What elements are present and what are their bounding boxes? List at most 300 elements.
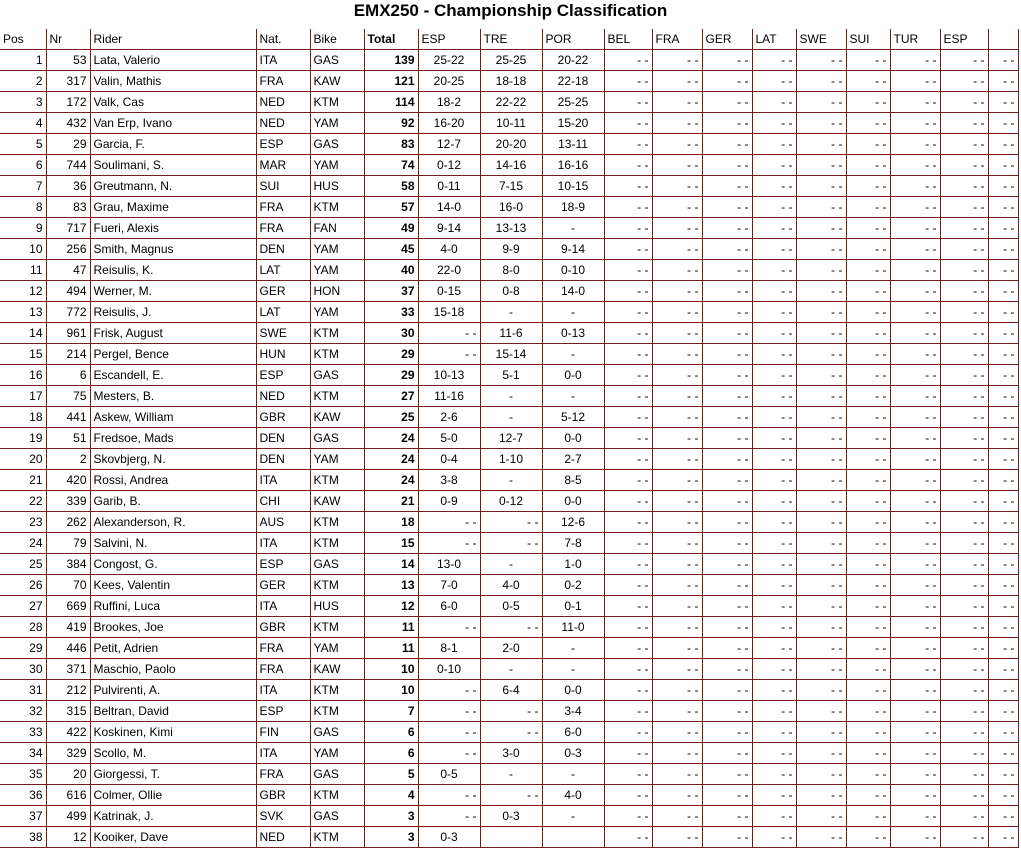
result-cell: 14-0 bbox=[542, 281, 604, 302]
nr-cell: 371 bbox=[46, 659, 90, 680]
result-cell: - - bbox=[796, 554, 846, 575]
nr-cell: 422 bbox=[46, 722, 90, 743]
result-cell: - - bbox=[604, 71, 652, 92]
result-cell: - - bbox=[988, 134, 1018, 155]
pos-cell: 15 bbox=[0, 344, 46, 365]
rider-cell: Smith, Magnus bbox=[90, 239, 256, 260]
result-cell: - - bbox=[846, 239, 890, 260]
result-cell: - - bbox=[890, 344, 940, 365]
pos-cell: 25 bbox=[0, 554, 46, 575]
result-cell: - - bbox=[604, 743, 652, 764]
result-cell: 15-18 bbox=[418, 302, 480, 323]
nat-cell: GER bbox=[256, 281, 310, 302]
result-cell: 16-0 bbox=[480, 197, 542, 218]
result-cell: - - bbox=[702, 491, 752, 512]
result-cell: 1-10 bbox=[480, 449, 542, 470]
result-cell: - bbox=[542, 659, 604, 680]
result-cell: - - bbox=[890, 491, 940, 512]
result-cell: - - bbox=[796, 176, 846, 197]
result-cell: - - bbox=[940, 764, 988, 785]
result-cell: 15-20 bbox=[542, 113, 604, 134]
bike-cell: YAM bbox=[310, 155, 364, 176]
result-cell: - - bbox=[796, 638, 846, 659]
bike-cell: GAS bbox=[310, 554, 364, 575]
pos-cell: 9 bbox=[0, 218, 46, 239]
nr-cell: 83 bbox=[46, 197, 90, 218]
result-cell: - - bbox=[702, 218, 752, 239]
result-cell: - - bbox=[604, 554, 652, 575]
result-cell: - - bbox=[940, 407, 988, 428]
result-cell: 3-8 bbox=[418, 470, 480, 491]
result-cell: - - bbox=[846, 50, 890, 71]
result-cell: - - bbox=[796, 428, 846, 449]
result-cell: - - bbox=[988, 806, 1018, 827]
result-cell: - - bbox=[418, 323, 480, 344]
column-header: BEL bbox=[604, 29, 652, 50]
result-cell: - - bbox=[846, 365, 890, 386]
nat-cell: FRA bbox=[256, 197, 310, 218]
result-cell: - - bbox=[752, 428, 796, 449]
rider-cell: Fredsoe, Mads bbox=[90, 428, 256, 449]
result-cell: - - bbox=[890, 512, 940, 533]
total-cell: 10 bbox=[364, 680, 418, 701]
rider-cell: Koskinen, Kimi bbox=[90, 722, 256, 743]
result-cell: - - bbox=[890, 218, 940, 239]
result-cell: - - bbox=[652, 344, 702, 365]
result-cell: - - bbox=[752, 533, 796, 554]
result-cell: - - bbox=[702, 92, 752, 113]
nat-cell: ITA bbox=[256, 680, 310, 701]
rider-cell: Skovbjerg, N. bbox=[90, 449, 256, 470]
result-cell: - - bbox=[988, 785, 1018, 806]
result-cell: - - bbox=[418, 722, 480, 743]
bike-cell: FAN bbox=[310, 218, 364, 239]
result-cell: 9-14 bbox=[418, 218, 480, 239]
rider-cell: Escandell, E. bbox=[90, 365, 256, 386]
rider-cell: Soulimani, S. bbox=[90, 155, 256, 176]
pos-cell: 21 bbox=[0, 470, 46, 491]
pos-cell: 28 bbox=[0, 617, 46, 638]
result-cell: - - bbox=[940, 239, 988, 260]
bike-cell: GAS bbox=[310, 806, 364, 827]
result-cell: - - bbox=[846, 827, 890, 848]
total-cell: 33 bbox=[364, 302, 418, 323]
result-cell: - - bbox=[604, 680, 652, 701]
result-cell: - - bbox=[702, 197, 752, 218]
result-cell: 12-6 bbox=[542, 512, 604, 533]
result-cell: - - bbox=[988, 113, 1018, 134]
result-cell: - - bbox=[940, 134, 988, 155]
pos-cell: 36 bbox=[0, 785, 46, 806]
result-cell: - - bbox=[604, 806, 652, 827]
result-cell: - - bbox=[652, 575, 702, 596]
result-cell: - bbox=[542, 764, 604, 785]
pos-cell: 31 bbox=[0, 680, 46, 701]
result-cell: - - bbox=[702, 155, 752, 176]
result-cell: - - bbox=[604, 134, 652, 155]
pos-cell: 12 bbox=[0, 281, 46, 302]
result-cell: - - bbox=[652, 512, 702, 533]
result-cell: - - bbox=[846, 722, 890, 743]
result-cell: 18-2 bbox=[418, 92, 480, 113]
result-cell: - - bbox=[604, 449, 652, 470]
result-cell: - - bbox=[796, 92, 846, 113]
nat-cell: NED bbox=[256, 386, 310, 407]
table-row bbox=[0, 50, 1018, 71]
pos-cell: 8 bbox=[0, 197, 46, 218]
result-cell: 3-0 bbox=[480, 743, 542, 764]
result-cell: - - bbox=[940, 596, 988, 617]
result-cell: - - bbox=[418, 680, 480, 701]
table-row bbox=[0, 449, 1018, 470]
result-cell: - - bbox=[796, 50, 846, 71]
result-cell: 0-11 bbox=[418, 176, 480, 197]
rider-cell: Beltran, David bbox=[90, 701, 256, 722]
total-cell: 6 bbox=[364, 743, 418, 764]
result-cell: - - bbox=[796, 722, 846, 743]
total-cell: 29 bbox=[364, 344, 418, 365]
result-cell: - - bbox=[652, 239, 702, 260]
result-cell: - - bbox=[752, 365, 796, 386]
result-cell: - - bbox=[890, 617, 940, 638]
table-row bbox=[0, 680, 1018, 701]
result-cell: - - bbox=[846, 344, 890, 365]
result-cell: - - bbox=[846, 281, 890, 302]
result-cell: - - bbox=[846, 155, 890, 176]
result-cell: - - bbox=[988, 743, 1018, 764]
result-cell: - - bbox=[752, 512, 796, 533]
result-cell: - - bbox=[702, 701, 752, 722]
nat-cell: GBR bbox=[256, 617, 310, 638]
result-cell: - - bbox=[890, 155, 940, 176]
result-cell: - - bbox=[796, 344, 846, 365]
result-cell: 12-7 bbox=[480, 428, 542, 449]
result-cell: - bbox=[542, 386, 604, 407]
result-cell: - - bbox=[752, 659, 796, 680]
table-row bbox=[0, 134, 1018, 155]
nr-cell: 717 bbox=[46, 218, 90, 239]
result-cell: - - bbox=[846, 764, 890, 785]
result-cell: - - bbox=[702, 239, 752, 260]
result-cell: - - bbox=[752, 344, 796, 365]
total-cell: 6 bbox=[364, 722, 418, 743]
result-cell: - - bbox=[988, 386, 1018, 407]
result-cell: - - bbox=[652, 92, 702, 113]
pos-cell: 16 bbox=[0, 365, 46, 386]
result-cell: - - bbox=[846, 260, 890, 281]
result-cell: 6-0 bbox=[418, 596, 480, 617]
column-header: SUI bbox=[846, 29, 890, 50]
result-cell: - - bbox=[846, 407, 890, 428]
rider-cell: Fueri, Alexis bbox=[90, 218, 256, 239]
nr-cell: 446 bbox=[46, 638, 90, 659]
nr-cell: 961 bbox=[46, 323, 90, 344]
column-header: Total bbox=[364, 29, 418, 50]
table-row bbox=[0, 470, 1018, 491]
result-cell: 22-0 bbox=[418, 260, 480, 281]
result-cell: - - bbox=[890, 260, 940, 281]
nat-cell: FRA bbox=[256, 659, 310, 680]
result-cell: 2-0 bbox=[480, 638, 542, 659]
result-cell: 0-0 bbox=[542, 365, 604, 386]
result-cell: - - bbox=[796, 512, 846, 533]
total-cell: 21 bbox=[364, 491, 418, 512]
nr-cell: 339 bbox=[46, 491, 90, 512]
nr-cell: 79 bbox=[46, 533, 90, 554]
result-cell: - - bbox=[940, 344, 988, 365]
result-cell: - - bbox=[940, 302, 988, 323]
result-cell: - - bbox=[702, 71, 752, 92]
result-cell: - - bbox=[752, 764, 796, 785]
result-cell: - - bbox=[652, 680, 702, 701]
nr-cell: 419 bbox=[46, 617, 90, 638]
result-cell: - - bbox=[652, 113, 702, 134]
result-cell: - - bbox=[652, 386, 702, 407]
column-header: Nat. bbox=[256, 29, 310, 50]
result-cell: 25-25 bbox=[542, 92, 604, 113]
result-cell: - - bbox=[890, 134, 940, 155]
result-cell: - - bbox=[988, 575, 1018, 596]
result-cell: - - bbox=[846, 575, 890, 596]
result-cell: - - bbox=[752, 680, 796, 701]
total-cell: 37 bbox=[364, 281, 418, 302]
result-cell: - - bbox=[604, 827, 652, 848]
result-cell: - - bbox=[988, 218, 1018, 239]
result-cell: - - bbox=[988, 449, 1018, 470]
result-cell: - bbox=[542, 638, 604, 659]
bike-cell: KTM bbox=[310, 92, 364, 113]
result-cell: - - bbox=[702, 386, 752, 407]
result-cell: - - bbox=[890, 302, 940, 323]
rider-cell: Grau, Maxime bbox=[90, 197, 256, 218]
table-row bbox=[0, 176, 1018, 197]
bike-cell: YAM bbox=[310, 638, 364, 659]
result-cell: - - bbox=[890, 386, 940, 407]
result-cell: - - bbox=[846, 386, 890, 407]
result-cell: - - bbox=[940, 197, 988, 218]
result-cell: - - bbox=[418, 806, 480, 827]
nat-cell: MAR bbox=[256, 155, 310, 176]
result-cell: - - bbox=[988, 344, 1018, 365]
nr-cell: 669 bbox=[46, 596, 90, 617]
result-cell: - - bbox=[702, 281, 752, 302]
classification-table bbox=[0, 29, 1019, 848]
result-cell: - - bbox=[988, 533, 1018, 554]
result-cell: 8-5 bbox=[542, 470, 604, 491]
rider-cell: Garcia, F. bbox=[90, 134, 256, 155]
table-row bbox=[0, 638, 1018, 659]
bike-cell: KTM bbox=[310, 344, 364, 365]
result-cell: - - bbox=[652, 428, 702, 449]
bike-cell: GAS bbox=[310, 428, 364, 449]
nr-cell: 262 bbox=[46, 512, 90, 533]
result-cell: - - bbox=[796, 365, 846, 386]
total-cell: 11 bbox=[364, 638, 418, 659]
result-cell: - - bbox=[702, 617, 752, 638]
result-cell: - - bbox=[846, 302, 890, 323]
total-cell: 27 bbox=[364, 386, 418, 407]
result-cell: - - bbox=[940, 92, 988, 113]
nr-cell: 20 bbox=[46, 764, 90, 785]
pos-cell: 24 bbox=[0, 533, 46, 554]
nat-cell: FRA bbox=[256, 218, 310, 239]
nr-cell: 51 bbox=[46, 428, 90, 449]
table-row bbox=[0, 512, 1018, 533]
result-cell: - - bbox=[604, 596, 652, 617]
rider-cell: Kooiker, Dave bbox=[90, 827, 256, 848]
result-cell: - - bbox=[752, 386, 796, 407]
result-cell: - - bbox=[940, 71, 988, 92]
result-cell: - - bbox=[480, 512, 542, 533]
pos-cell: 10 bbox=[0, 239, 46, 260]
total-cell: 12 bbox=[364, 596, 418, 617]
result-cell: - - bbox=[652, 155, 702, 176]
table-row bbox=[0, 827, 1018, 848]
result-cell: - - bbox=[940, 680, 988, 701]
result-cell: 18-18 bbox=[480, 71, 542, 92]
result-cell: - - bbox=[940, 533, 988, 554]
nat-cell: DEN bbox=[256, 428, 310, 449]
result-cell: - - bbox=[846, 806, 890, 827]
result-cell: - - bbox=[796, 743, 846, 764]
result-cell: - - bbox=[846, 134, 890, 155]
bike-cell: HUS bbox=[310, 596, 364, 617]
result-cell: - - bbox=[988, 680, 1018, 701]
result-cell: - - bbox=[890, 722, 940, 743]
result-cell: - - bbox=[652, 134, 702, 155]
result-cell: - - bbox=[988, 470, 1018, 491]
result-cell: - - bbox=[752, 554, 796, 575]
result-cell: - - bbox=[890, 638, 940, 659]
result-cell: 0-13 bbox=[542, 323, 604, 344]
result-cell: - - bbox=[752, 323, 796, 344]
pos-cell: 23 bbox=[0, 512, 46, 533]
result-cell: - - bbox=[604, 659, 652, 680]
result-cell: - - bbox=[752, 71, 796, 92]
result-cell: - - bbox=[752, 827, 796, 848]
result-cell: - - bbox=[890, 407, 940, 428]
result-cell: - - bbox=[604, 617, 652, 638]
bike-cell: KAW bbox=[310, 659, 364, 680]
total-cell: 13 bbox=[364, 575, 418, 596]
nat-cell: LAT bbox=[256, 302, 310, 323]
result-cell: - - bbox=[652, 701, 702, 722]
result-cell: 12-7 bbox=[418, 134, 480, 155]
result-cell: - - bbox=[702, 407, 752, 428]
bike-cell: YAM bbox=[310, 260, 364, 281]
pos-cell: 35 bbox=[0, 764, 46, 785]
result-cell: 0-4 bbox=[418, 449, 480, 470]
result-cell: - - bbox=[702, 512, 752, 533]
total-cell: 24 bbox=[364, 428, 418, 449]
result-cell: - - bbox=[890, 92, 940, 113]
pos-cell: 19 bbox=[0, 428, 46, 449]
result-cell: - - bbox=[652, 785, 702, 806]
result-cell: - - bbox=[604, 575, 652, 596]
result-cell: - - bbox=[846, 701, 890, 722]
table-row bbox=[0, 113, 1018, 134]
result-cell: - - bbox=[702, 428, 752, 449]
total-cell: 3 bbox=[364, 806, 418, 827]
result-cell: - - bbox=[604, 260, 652, 281]
result-cell: - - bbox=[702, 533, 752, 554]
total-cell: 40 bbox=[364, 260, 418, 281]
nr-cell: 47 bbox=[46, 260, 90, 281]
result-cell: 25-25 bbox=[480, 50, 542, 71]
table-row bbox=[0, 533, 1018, 554]
result-cell: - - bbox=[988, 155, 1018, 176]
result-cell: 0-10 bbox=[418, 659, 480, 680]
total-cell: 15 bbox=[364, 533, 418, 554]
result-cell: - - bbox=[890, 71, 940, 92]
result-cell: - - bbox=[846, 638, 890, 659]
result-cell: - - bbox=[846, 680, 890, 701]
result-cell: - - bbox=[796, 806, 846, 827]
nr-cell: 214 bbox=[46, 344, 90, 365]
result-cell: 11-0 bbox=[542, 617, 604, 638]
table-row bbox=[0, 617, 1018, 638]
result-cell: - - bbox=[702, 365, 752, 386]
result-cell: - - bbox=[604, 638, 652, 659]
table-row bbox=[0, 659, 1018, 680]
result-cell: - - bbox=[652, 470, 702, 491]
result-cell: 0-5 bbox=[418, 764, 480, 785]
result-cell: - - bbox=[652, 659, 702, 680]
result-cell: - - bbox=[846, 491, 890, 512]
total-cell: 57 bbox=[364, 197, 418, 218]
rider-cell: Pulvirenti, A. bbox=[90, 680, 256, 701]
bike-cell: GAS bbox=[310, 365, 364, 386]
result-cell: 0-3 bbox=[480, 806, 542, 827]
bike-cell: KTM bbox=[310, 470, 364, 491]
nr-cell: 744 bbox=[46, 155, 90, 176]
result-cell: - - bbox=[702, 470, 752, 491]
result-cell: - - bbox=[604, 407, 652, 428]
total-cell: 45 bbox=[364, 239, 418, 260]
result-cell: - - bbox=[796, 260, 846, 281]
result-cell: - - bbox=[702, 596, 752, 617]
total-cell: 7 bbox=[364, 701, 418, 722]
result-cell: - - bbox=[890, 659, 940, 680]
result-cell: - - bbox=[702, 176, 752, 197]
bike-cell: KTM bbox=[310, 197, 364, 218]
result-cell: - - bbox=[702, 785, 752, 806]
column-header: Pos bbox=[0, 29, 46, 50]
result-cell: - - bbox=[988, 71, 1018, 92]
rider-cell: Valk, Cas bbox=[90, 92, 256, 113]
result-cell: - - bbox=[604, 470, 652, 491]
bike-cell: KTM bbox=[310, 512, 364, 533]
result-cell: - - bbox=[652, 302, 702, 323]
result-cell: - - bbox=[652, 764, 702, 785]
nr-cell: 494 bbox=[46, 281, 90, 302]
result-cell: - - bbox=[890, 239, 940, 260]
nat-cell: SWE bbox=[256, 323, 310, 344]
result-cell: 13-13 bbox=[480, 218, 542, 239]
result-cell: - - bbox=[418, 512, 480, 533]
table-row bbox=[0, 596, 1018, 617]
result-cell: - - bbox=[604, 764, 652, 785]
result-cell: - - bbox=[652, 827, 702, 848]
result-cell: 5-12 bbox=[542, 407, 604, 428]
result-cell: - - bbox=[796, 239, 846, 260]
table-row bbox=[0, 428, 1018, 449]
result-cell: - - bbox=[846, 113, 890, 134]
result-cell: - - bbox=[846, 512, 890, 533]
result-cell: - - bbox=[940, 722, 988, 743]
pos-cell: 20 bbox=[0, 449, 46, 470]
column-header bbox=[988, 29, 1018, 50]
